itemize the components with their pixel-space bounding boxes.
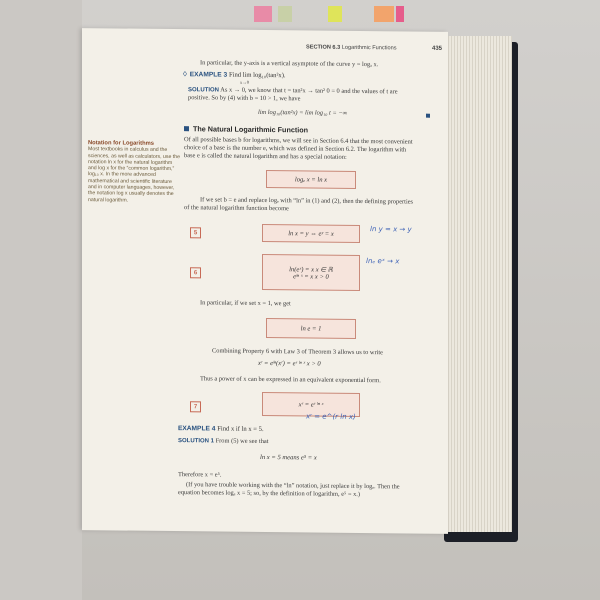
margin-note-body: Most textbooks in calculus and the sciences, as well as calculators, use the notation ln x for the natural logarithm and log x for the “common logarithm,” log₁₀ x. In the more advanced mathematical and scientific literature and in computer languages, however, the notation log x usually denotes the natural logarithm. — [88, 146, 180, 204]
definition-box: logₑ x = ln x — [266, 170, 356, 189]
handwritten-note-5: ln y = x → y — [370, 225, 412, 234]
handwritten-note-7: xʳ = e^(r ln x) — [306, 412, 356, 421]
trouble-line2: equation becomes logₑ x = 5; so, by the definition of logarithm, e⁵ = x.) — [178, 489, 360, 498]
therefore-line: Therefore x = e⁵. — [178, 471, 222, 479]
natural-log-para-line1: Of all possible bases b for logarithms, we will see in Section 6.4 that the most convenient — [184, 136, 413, 146]
example3-result: lim log₁₀(tan²x) = lim log₁₀ t = −∞ — [258, 108, 348, 117]
equation-5-box: ln x = y ⇔ eʸ = x — [262, 224, 360, 243]
example-icon: ♢ — [182, 71, 188, 79]
thus-line: Thus a power of x can be expressed in an equivalent exponential form. — [200, 375, 381, 385]
example4-task: Find x if ln x = 5. — [217, 425, 264, 433]
example3-heading — [182, 71, 442, 81]
combining-line: Combining Property 6 with Law 3 of Theorem 3 allows us to write — [212, 347, 383, 357]
equation-number-6: 6 — [190, 267, 201, 278]
equation-7-box: xʳ = eʳ ˡⁿ ˣ — [262, 392, 360, 417]
handwritten-note-6: lnₑ eˣ → x — [366, 257, 400, 266]
end-of-example-marker — [426, 114, 430, 118]
solution-label: SOLUTION — [188, 87, 219, 94]
example4-label: EXAMPLE 4 — [178, 425, 216, 433]
natural-log-para-line3: base e is called the natural logarithm and has a special notation: — [184, 152, 347, 161]
example3-label: EXAMPLE 3 — [189, 71, 228, 79]
margin-note — [88, 140, 180, 204]
natural-log-para-line2: choice of a base is the number e, which was defined in Section 6.2. The logarithm with — [184, 144, 407, 154]
particular-line: In particular, if we set x = 1, we get — [200, 299, 291, 308]
textbook-page — [82, 28, 448, 534]
example4-equation: ln x = 5 means e⁵ = x — [260, 453, 317, 462]
example4-solution-line — [178, 437, 438, 448]
header-section: SECTION 6.3 — [306, 44, 341, 51]
example3-solution-text1: As x → 0, we know that t = tan²x → tan² 0 = 0 and the values of t are — [220, 86, 398, 96]
section-heading — [184, 125, 444, 135]
sticky-tab-pink — [254, 6, 272, 22]
ln-e-box: ln e = 1 — [266, 318, 356, 339]
equation-number-7: 7 — [190, 401, 201, 412]
power-equation: xʳ = eˡⁿ(xʳ) = eʳ ˡⁿ ˣ x > 0 — [258, 359, 321, 368]
example3-solution-line2: positive. So by (4) with b = 10 > 1, we have — [188, 94, 301, 103]
equation-6a: ln(eˣ) = x x ∈ ℝ — [289, 265, 333, 274]
trouble-line1: (If you have trouble working with the “ln” notation, just replace it by logₑ. Then the — [186, 481, 400, 491]
intro-line: In particular, the y-axis is a vertical asymptote of the curve y = logₐ x. — [200, 59, 379, 69]
example3-task: Find lim log₁₀(tan²x). — [228, 71, 286, 80]
example3-limit-sub: x→0 — [240, 79, 249, 85]
replace-line2: of the natural logarithm function become — [184, 204, 289, 213]
solution1-label: SOLUTION 1 — [178, 438, 215, 445]
equation-6b: eˡⁿ ˣ = x x > 0 — [293, 272, 329, 281]
example4-solution-text: From (5) we see that — [215, 437, 269, 446]
sticky-tabs — [250, 6, 450, 30]
sticky-tab-magenta — [396, 6, 404, 22]
header-title: Logarithmic Functions — [341, 44, 397, 52]
example4-heading — [178, 425, 438, 435]
background-left — [0, 0, 82, 600]
equation-6-box — [262, 254, 360, 291]
margin-note-title: Notation for Logarithms — [88, 140, 155, 147]
page-stack-edges — [440, 36, 512, 532]
running-header — [306, 44, 446, 53]
section-heading-text: The Natural Logarithmic Function — [193, 124, 309, 135]
section-bullet-icon — [184, 126, 189, 131]
sticky-tab-orange — [374, 6, 394, 22]
page-number: 435 — [431, 45, 442, 52]
sticky-tab-yellow — [328, 6, 342, 22]
sticky-tab-green — [278, 6, 292, 22]
equation-number-5: 5 — [190, 227, 201, 238]
replace-line1: If we set b = e and replace logₑ with “ln” in (1) and (2), then the defining properties — [200, 196, 414, 206]
